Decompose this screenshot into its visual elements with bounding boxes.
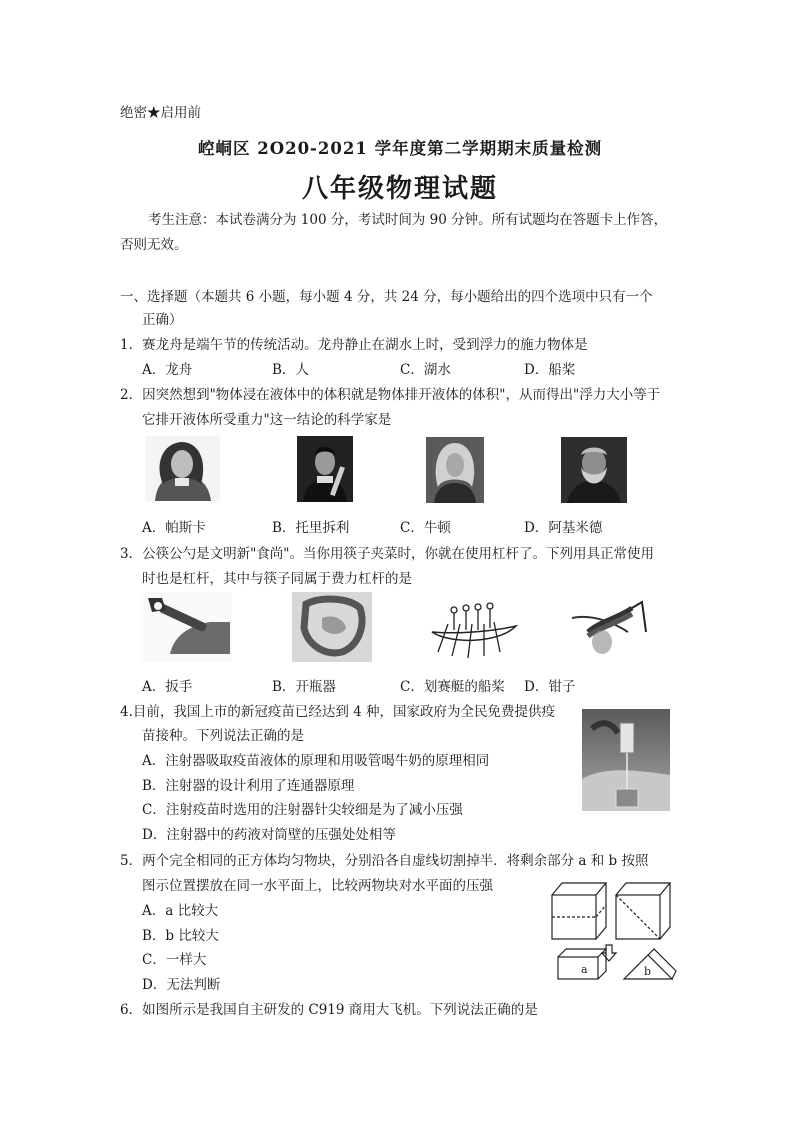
q1-stem: 1．赛龙舟是端午节的传统活动。龙舟静止在湖水上时，受到浮力的施力物体是 bbox=[120, 337, 588, 353]
portrait-newton-image bbox=[426, 437, 484, 503]
section-heading-line-1: 一、选择题（本题共 6 小题，每小题 4 分，共 24 分，每小题给出的四个选项中只有一个 bbox=[120, 289, 653, 305]
portrait-archimedes-image bbox=[561, 437, 627, 503]
q4-option-d: D．注射器中的药液对筒壁的压强处处相等 bbox=[142, 827, 396, 843]
portrait-pascal-image bbox=[145, 436, 220, 501]
q3-option-a: A．扳手 bbox=[142, 679, 193, 695]
q2-stem-line-2: 它排开液体所受重力"这一结论的科学家是 bbox=[142, 412, 392, 428]
q5-option-c: C．一样大 bbox=[142, 952, 207, 968]
q1-option-a: A．龙舟 bbox=[142, 362, 193, 378]
q5-stem-line-1: 5．两个完全相同的正方体均匀物块，分别沿各自虚线切割掉半．将剩余部分 a 和 b 按照 bbox=[120, 853, 649, 869]
q2-stem-line-1: 2．因突然想到"物体浸在液体中的体积就是物体排开液体的体积"，从而得出"浮力大小等于 bbox=[120, 387, 661, 403]
figure-label-b: b bbox=[644, 965, 652, 978]
q4-stem-line-1: 4.目前，我国上市的新冠疫苗已经达到 4 种，国家政府为全民免费提供疫 bbox=[120, 704, 556, 720]
q4-stem-line-2: 苗接种。下列说法正确的是 bbox=[142, 728, 304, 744]
exam-title: 崆峒区 2O20-2021 学年度第二学期期末质量检测 bbox=[198, 139, 603, 158]
confidential-mark: 绝密★启用前 bbox=[120, 105, 201, 121]
q4-option-c: C．注射疫苗时选用的注射器针尖较细是为了减小压强 bbox=[142, 802, 463, 818]
q2-option-c: C．牛顿 bbox=[400, 520, 451, 536]
q2-option-a: A．帕斯卡 bbox=[142, 520, 206, 536]
syringe-photo-image bbox=[582, 709, 670, 811]
pliers-image bbox=[562, 592, 652, 662]
q1-option-c: C．湖水 bbox=[400, 362, 451, 378]
q1-option-d: D．船桨 bbox=[524, 362, 576, 378]
paper-title: 八年级物理试题 bbox=[302, 174, 499, 204]
rowing-boat-image bbox=[430, 596, 518, 662]
q6-stem: 6．如图所示是我国自主研发的 C919 商用大飞机。下列说法正确的是 bbox=[120, 1002, 538, 1018]
q5-stem-line-2: 图示位置摆放在同一水平面上，比较两物块对水平面的压强 bbox=[142, 878, 493, 894]
portrait-torricelli-image bbox=[297, 436, 353, 502]
cube-cutting-diagram bbox=[548, 877, 678, 987]
figure-label-a: a bbox=[581, 963, 588, 976]
q5-option-b: B．b 比较大 bbox=[142, 928, 219, 944]
notice-line-1: 考生注意：本试卷满分为 100 分，考试时间为 90 分钟。所有试题均在答题卡上作答， bbox=[148, 212, 668, 228]
q4-option-a: A．注射器吸取疫苗液体的原理和用吸管喝牛奶的原理相同 bbox=[142, 753, 490, 769]
bottle-opener-image bbox=[292, 592, 372, 662]
section-heading-line-2: 正确） bbox=[142, 312, 183, 328]
q4-option-b: B．注射器的设计利用了连通器原理 bbox=[142, 778, 355, 794]
q3-option-d: D．钳子 bbox=[524, 679, 576, 695]
q2-option-d: D．阿基米德 bbox=[524, 520, 603, 536]
q3-stem-line-1: 3．公筷公勺是文明新"食尚"。当你用筷子夹菜时，你就在使用杠杆了。下列用具正常使用 bbox=[120, 546, 655, 562]
q2-option-b: B．托里拆利 bbox=[272, 520, 350, 536]
q5-option-a: A．a 比较大 bbox=[142, 903, 219, 919]
notice-line-2: 否则无效。 bbox=[120, 237, 188, 253]
wrench-image bbox=[140, 592, 232, 662]
q3-option-c: C．划赛艇的船桨 bbox=[400, 679, 505, 695]
q3-option-b: B．开瓶器 bbox=[272, 679, 336, 695]
q5-option-d: D．无法判断 bbox=[142, 977, 221, 993]
q1-option-b: B．人 bbox=[272, 362, 309, 378]
q3-stem-line-2: 时也是杠杆，其中与筷子同属于费力杠杆的是 bbox=[142, 571, 412, 587]
